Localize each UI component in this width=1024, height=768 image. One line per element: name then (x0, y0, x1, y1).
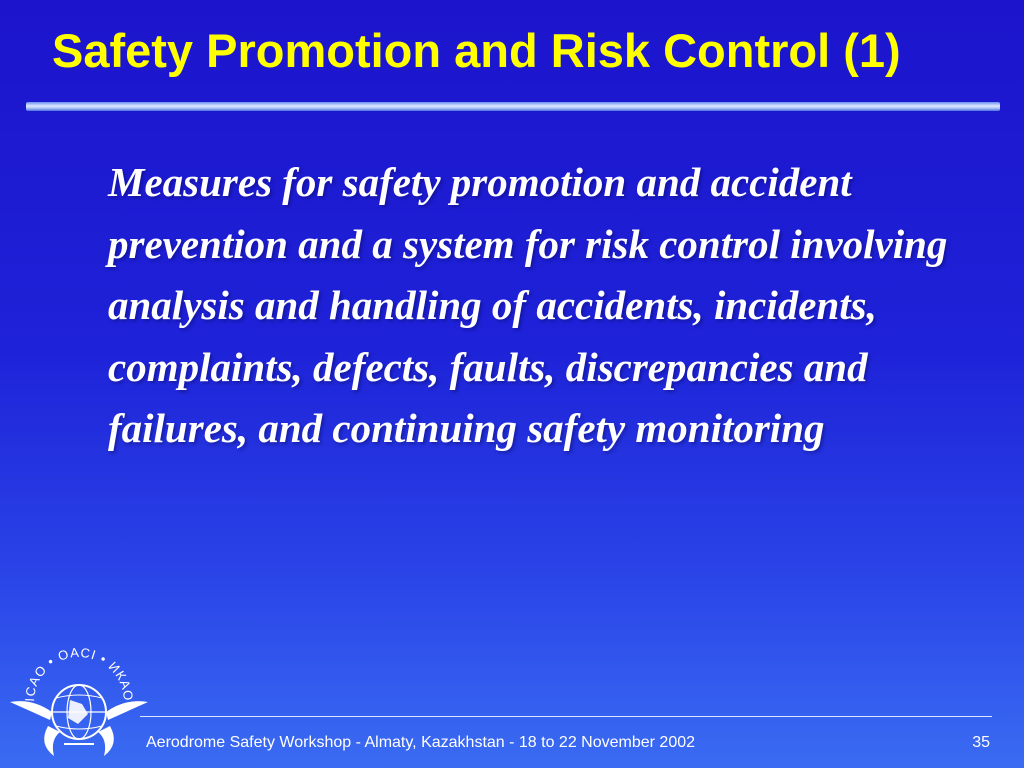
slide-body-text: Measures for safety promotion and accident prevention and a system for risk control involving analysis and handling of accidents, incidents, complaints, defects, faults, discrepancies and failures, and continuing safety monitoring (108, 159, 948, 451)
footer-text: Aerodrome Safety Workshop - Almaty, Kazakhstan - 18 to 22 November 2002 (146, 734, 696, 751)
footer-divider (140, 716, 992, 717)
slide-title: Safety Promotion and Risk Control (1) (52, 24, 901, 77)
title-divider (26, 102, 1000, 111)
svg-text:ICAO • OACI • ИКАО (22, 645, 136, 702)
page-number: 35 (972, 734, 990, 751)
logo-ring-text: ICAO • OACI • ИКАО (21, 644, 137, 703)
icao-emblem-icon (4, 640, 154, 762)
